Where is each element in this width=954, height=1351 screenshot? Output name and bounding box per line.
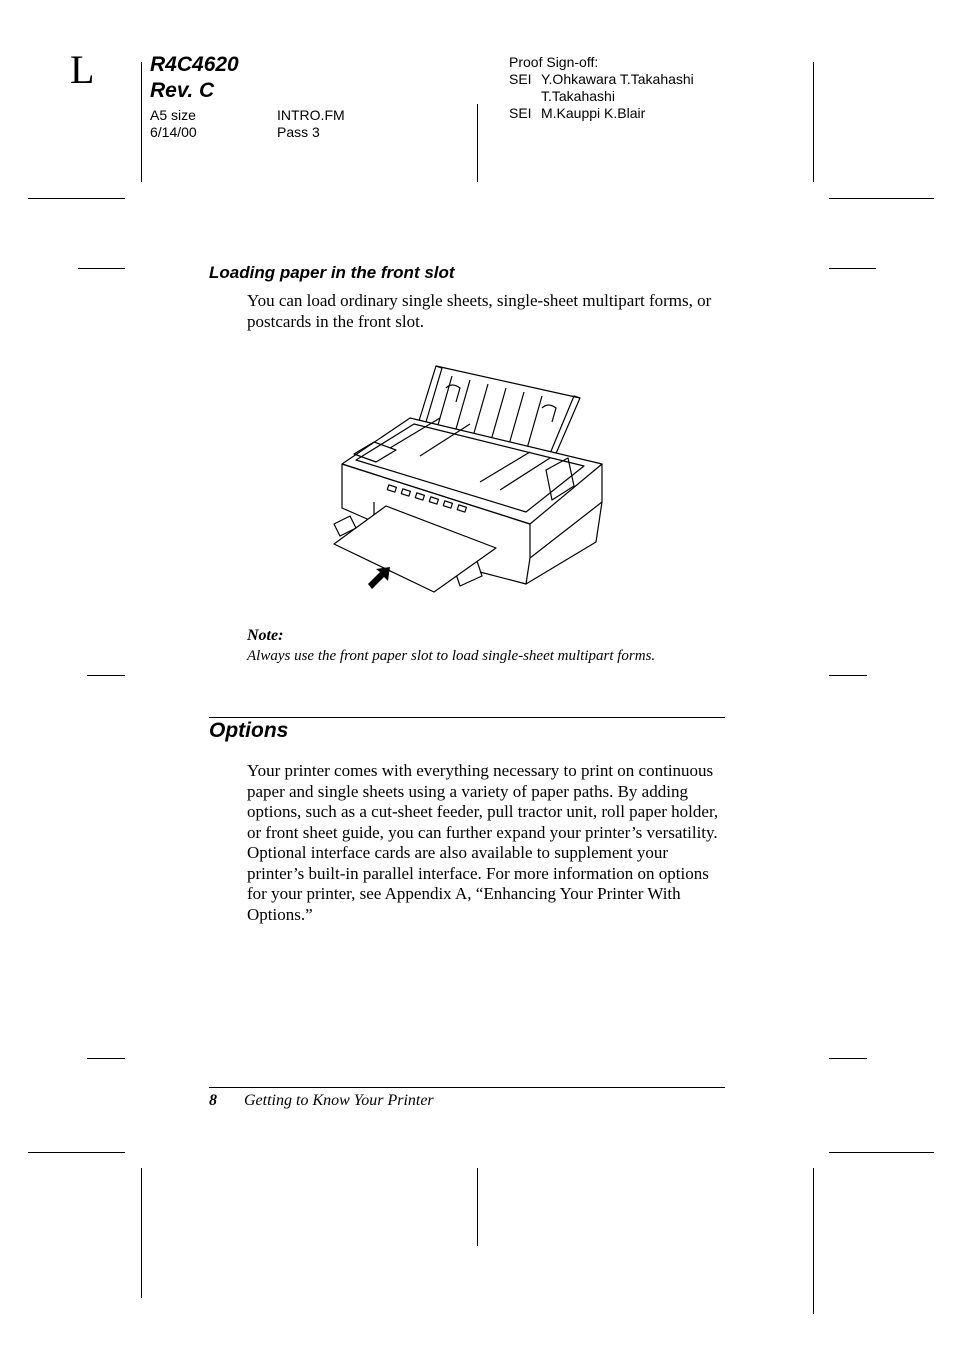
model-heading bbox=[150, 52, 239, 104]
crop-mark bbox=[829, 675, 867, 676]
section-title: Options bbox=[209, 719, 289, 742]
file-name: INTRO.FM bbox=[277, 107, 345, 123]
crop-mark bbox=[477, 1168, 478, 1246]
page-number: 8 bbox=[209, 1092, 217, 1109]
proof-key: SEI bbox=[509, 105, 532, 121]
proof-key bbox=[509, 88, 541, 105]
intro-paragraph: You can load ordinary single sheets, single-sheet multipart forms, or postcards in the front slot. bbox=[247, 291, 712, 331]
crop-mark bbox=[141, 62, 142, 182]
section-rule bbox=[209, 717, 725, 718]
proof-row bbox=[509, 105, 694, 122]
pass-label: Pass 3 bbox=[277, 124, 320, 140]
side-letter: L bbox=[70, 47, 95, 92]
crop-mark bbox=[28, 1152, 125, 1153]
crop-mark bbox=[813, 62, 814, 182]
subheading: Loading paper in the front slot bbox=[209, 263, 455, 282]
crop-mark bbox=[829, 198, 934, 199]
crop-mark bbox=[87, 675, 125, 676]
proof-row bbox=[509, 88, 694, 105]
crop-mark bbox=[829, 268, 876, 269]
proof-value: Y.Ohkawara T.Takahashi bbox=[541, 71, 694, 87]
printer-illustration bbox=[330, 362, 606, 596]
crop-mark bbox=[87, 1058, 125, 1059]
footer-rule bbox=[209, 1087, 725, 1088]
chapter-title: Getting to Know Your Printer bbox=[244, 1092, 434, 1109]
crop-mark bbox=[829, 1058, 867, 1059]
proof-key: SEI bbox=[509, 71, 532, 87]
note-label: Note: bbox=[247, 627, 284, 644]
crop-mark bbox=[28, 198, 125, 199]
proof-value: M.Kauppi K.Blair bbox=[541, 105, 646, 121]
options-paragraph: Your printer comes with everything necessary to print on continuous paper and single sheets using a variety of paper paths. By adding options, such as a cut-sheet feeder, pull tractor unit, roll paper holder, or front sheet guide, you can further expand your printer’s versatility. Optional interface cards are also available to supplement your printer’s built-in parallel interface. For more information on options for your printer, see Appendix A, “Enhancing Your Printer With Options.” bbox=[247, 761, 719, 924]
crop-mark bbox=[477, 104, 478, 182]
proof-value: T.Takahashi bbox=[541, 88, 615, 104]
proof-row bbox=[509, 71, 694, 88]
crop-mark bbox=[829, 1152, 934, 1153]
size-label: A5 size bbox=[150, 107, 196, 123]
crop-mark bbox=[141, 1168, 142, 1298]
date: 6/14/00 bbox=[150, 124, 197, 140]
note-text: Always use the front paper slot to load single-sheet multipart forms. bbox=[247, 648, 656, 664]
revision: Rev. C bbox=[150, 79, 215, 102]
crop-mark bbox=[78, 268, 125, 269]
crop-mark bbox=[813, 1168, 814, 1314]
proof-signoff bbox=[509, 54, 694, 122]
model-number: R4C4620 bbox=[150, 53, 239, 76]
proof-title: Proof Sign-off: bbox=[509, 54, 599, 70]
